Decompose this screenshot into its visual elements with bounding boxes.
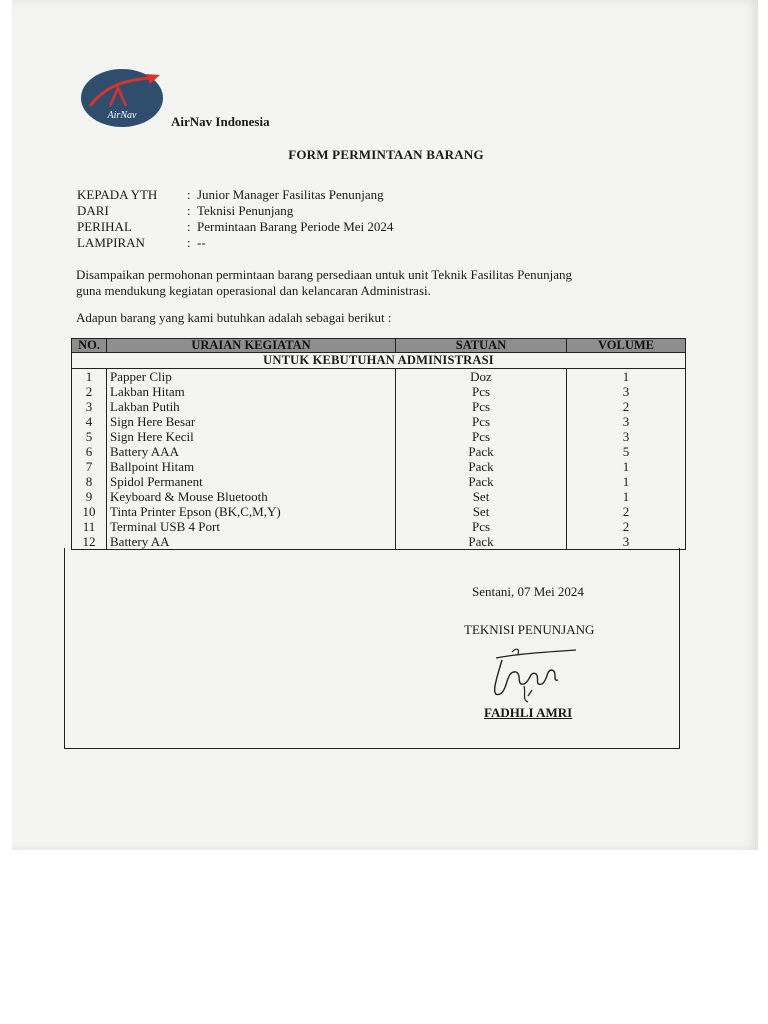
cell-no: 8 — [72, 474, 107, 489]
signer-name: FADHLI AMRI — [484, 705, 573, 720]
table-row — [72, 519, 686, 534]
cell-item: Terminal USB 4 Port — [107, 519, 396, 534]
header-no: NO. — [72, 339, 107, 353]
table-row — [72, 474, 686, 489]
table-row — [72, 504, 686, 519]
cell-volume: 3 — [567, 534, 686, 550]
list-intro: Adapun barang yang kami butuhkan adalah sebagai berikut : — [76, 310, 392, 325]
cell-volume: 2 — [567, 504, 686, 519]
cell-volume: 3 — [567, 414, 686, 429]
cell-no: 10 — [72, 504, 107, 519]
meta-row-dari — [77, 203, 393, 219]
cell-unit: Pcs — [396, 384, 567, 399]
cell-unit: Pcs — [396, 519, 567, 534]
signer-role: TEKNISI PENUNJANG — [464, 622, 595, 637]
section-row — [72, 353, 686, 369]
header-item: URAIAN KEGIATAN — [107, 339, 396, 353]
place-date: Sentani, 07 Mei 2024 — [472, 584, 584, 599]
cell-item: Ballpoint Hitam — [107, 459, 396, 474]
cell-volume: 2 — [567, 519, 686, 534]
cell-no: 12 — [72, 534, 107, 550]
cell-item: Tinta Printer Epson (BK,C,M,Y) — [107, 504, 396, 519]
table-row — [72, 399, 686, 414]
cell-no: 9 — [72, 489, 107, 504]
meta-block — [77, 187, 393, 251]
meta-sep: : — [187, 187, 191, 202]
cell-volume: 5 — [567, 444, 686, 459]
cell-unit: Pack — [396, 474, 567, 489]
intro-paragraph — [76, 267, 696, 299]
cell-no: 4 — [72, 414, 107, 429]
cell-no: 11 — [72, 519, 107, 534]
cell-volume: 1 — [567, 369, 686, 385]
table-row — [72, 444, 686, 459]
meta-row-kepada — [77, 187, 393, 203]
cell-volume: 1 — [567, 474, 686, 489]
cell-no: 6 — [72, 444, 107, 459]
cell-volume: 1 — [567, 489, 686, 504]
meta-value: -- — [197, 235, 206, 250]
signature-box — [64, 548, 680, 749]
cell-no: 2 — [72, 384, 107, 399]
cell-item: Papper Clip — [107, 369, 396, 385]
cell-unit: Pack — [396, 459, 567, 474]
meta-value: Teknisi Penunjang — [197, 203, 294, 218]
meta-label: LAMPIRAN — [77, 235, 145, 250]
table-header-row — [72, 339, 686, 353]
items-table — [71, 338, 686, 550]
meta-label: KEPADA YTH — [77, 187, 158, 202]
cell-item: Spidol Permanent — [107, 474, 396, 489]
logo-text: AirNav — [107, 110, 137, 121]
table-row — [72, 459, 686, 474]
meta-sep: : — [187, 235, 191, 250]
cell-item: Battery AA — [107, 534, 396, 550]
cell-volume: 2 — [567, 399, 686, 414]
meta-label: DARI — [77, 203, 109, 218]
header-volume: VOLUME — [567, 339, 686, 353]
cell-item: Sign Here Kecil — [107, 429, 396, 444]
meta-value: Junior Manager Fasilitas Penunjang — [197, 187, 384, 202]
cell-unit: Set — [396, 504, 567, 519]
table-row — [72, 414, 686, 429]
table-row — [72, 489, 686, 504]
cell-volume: 3 — [567, 384, 686, 399]
meta-sep: : — [187, 219, 191, 234]
cell-item: Keyboard & Mouse Bluetooth — [107, 489, 396, 504]
cell-unit: Pack — [396, 444, 567, 459]
cell-item: Battery AAA — [107, 444, 396, 459]
cell-no: 1 — [72, 369, 107, 385]
meta-row-perihal — [77, 219, 393, 235]
cell-unit: Doz — [396, 369, 567, 385]
intro-line-1: Disampaikan permohonan permintaan barang persediaan untuk unit Teknik Fasilitas Penunjang — [76, 267, 572, 282]
meta-row-lampiran — [77, 235, 393, 251]
cell-volume: 3 — [567, 429, 686, 444]
table-row — [72, 429, 686, 444]
cell-unit: Pcs — [396, 414, 567, 429]
meta-sep: : — [187, 203, 191, 218]
cell-item: Lakban Putih — [107, 399, 396, 414]
cell-no: 5 — [72, 429, 107, 444]
cell-no: 7 — [72, 459, 107, 474]
cell-no: 3 — [72, 399, 107, 414]
section-label: UNTUK KEBUTUHAN ADMINISTRASI — [72, 353, 686, 369]
company-name: AirNav Indonesia — [171, 114, 270, 129]
cell-unit: Pcs — [396, 429, 567, 444]
cell-item: Lakban Hitam — [107, 384, 396, 399]
meta-value: Permintaan Barang Periode Mei 2024 — [197, 219, 394, 234]
cell-unit: Pcs — [396, 399, 567, 414]
cell-unit: Set — [396, 489, 567, 504]
cell-unit: Pack — [396, 534, 567, 550]
table-row — [72, 369, 686, 385]
header-unit: SATUAN — [396, 339, 567, 353]
intro-line-2: guna mendukung kegiatan operasional dan kelancaran Administrasi. — [76, 283, 431, 298]
airnav-logo — [80, 66, 164, 130]
cell-volume: 1 — [567, 459, 686, 474]
table-row — [72, 384, 686, 399]
meta-label: PERIHAL — [77, 219, 132, 234]
form-title: FORM PERMINTAAN BARANG — [288, 147, 484, 162]
cell-item: Sign Here Besar — [107, 414, 396, 429]
handwritten-signature — [486, 640, 582, 704]
